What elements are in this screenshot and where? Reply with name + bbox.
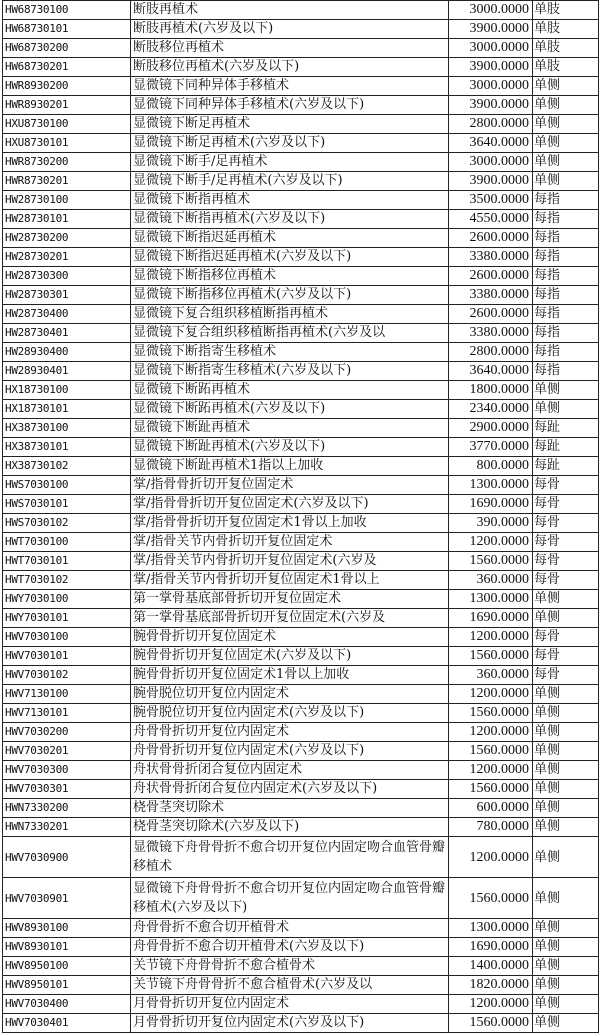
item-code-cell: HWV8930100 [3, 919, 131, 938]
item-name-cell: 掌/指骨关节内骨折切开复位固定术1骨以上 [131, 571, 449, 590]
price-cell: 3900.0000 [449, 172, 533, 191]
item-name-cell: 显微镜下断指再植术 [131, 191, 449, 210]
item-code-cell: HWV7030101 [3, 647, 131, 666]
unit-cell: 每指 [533, 248, 599, 267]
price-cell: 1200.0000 [449, 723, 533, 742]
table-row [3, 628, 599, 647]
price-cell: 3380.0000 [449, 248, 533, 267]
table-row [3, 552, 599, 571]
item-code-cell: HWT7030100 [3, 533, 131, 552]
item-name-cell: 显微镜下断手/足再植术 [131, 153, 449, 172]
price-cell: 1200.0000 [449, 533, 533, 552]
table-row [3, 229, 599, 248]
unit-cell: 单侧 [533, 685, 599, 704]
unit-cell: 单侧 [533, 878, 599, 919]
price-cell: 1560.0000 [449, 1014, 533, 1033]
item-name-cell: 显微镜下断指寄生移植术(六岁及以下) [131, 362, 449, 381]
price-cell: 1690.0000 [449, 938, 533, 957]
fee-schedule-body [3, 1, 599, 1033]
item-code-cell: HWV7030102 [3, 666, 131, 685]
item-code-cell: HWV7030901 [3, 878, 131, 919]
item-code-cell: HWN7330200 [3, 799, 131, 818]
item-code-cell: HX38730102 [3, 457, 131, 476]
price-cell: 1800.0000 [449, 381, 533, 400]
unit-cell: 每趾 [533, 438, 599, 457]
item-code-cell: HWV7030400 [3, 995, 131, 1014]
item-code-cell: HW28730401 [3, 324, 131, 343]
price-cell: 1200.0000 [449, 685, 533, 704]
item-name-cell: 显微镜下断趾再植术 [131, 419, 449, 438]
item-name-cell: 腕骨骨折切开复位固定术1骨以上加收 [131, 666, 449, 685]
unit-cell: 单侧 [533, 780, 599, 799]
price-cell: 2800.0000 [449, 343, 533, 362]
price-cell: 1560.0000 [449, 647, 533, 666]
unit-cell: 每指 [533, 362, 599, 381]
unit-cell: 单肢 [533, 20, 599, 39]
item-name-cell: 掌/指骨骨折切开复位固定术1骨以上加收 [131, 514, 449, 533]
table-row [3, 438, 599, 457]
unit-cell: 每指 [533, 229, 599, 248]
table-row [3, 761, 599, 780]
item-name-cell: 显微镜下断指移位再植术 [131, 267, 449, 286]
item-code-cell: HX18730101 [3, 400, 131, 419]
table-row [3, 381, 599, 400]
item-name-cell: 关节镜下舟骨骨折不愈合植骨术(六岁及以 [131, 976, 449, 995]
item-code-cell: HWS7030102 [3, 514, 131, 533]
item-name-cell: 月骨骨折切开复位内固定术(六岁及以下) [131, 1014, 449, 1033]
unit-cell: 每骨 [533, 647, 599, 666]
price-cell: 3380.0000 [449, 324, 533, 343]
table-row [3, 957, 599, 976]
unit-cell: 单侧 [533, 723, 599, 742]
unit-cell: 单侧 [533, 115, 599, 134]
item-code-cell: HWR8730200 [3, 153, 131, 172]
price-cell: 3000.0000 [449, 153, 533, 172]
unit-cell: 每指 [533, 343, 599, 362]
item-code-cell: HW28730200 [3, 229, 131, 248]
table-row [3, 400, 599, 419]
item-code-cell: HWV7030201 [3, 742, 131, 761]
item-code-cell: HWV8950100 [3, 957, 131, 976]
item-name-cell: 显微镜下断跖再植术 [131, 381, 449, 400]
item-code-cell: HX38730100 [3, 419, 131, 438]
unit-cell: 每指 [533, 210, 599, 229]
price-cell: 600.0000 [449, 799, 533, 818]
item-name-cell: 舟骨骨折不愈合切开植骨术(六岁及以下) [131, 938, 449, 957]
item-code-cell: HWV7030401 [3, 1014, 131, 1033]
table-row [3, 210, 599, 229]
item-code-cell: HW28730101 [3, 210, 131, 229]
table-row [3, 837, 599, 878]
unit-cell: 每指 [533, 305, 599, 324]
price-cell: 3000.0000 [449, 39, 533, 58]
item-name-cell: 显微镜下复合组织移植断指再植术 [131, 305, 449, 324]
item-name-cell: 显微镜下断指迟延再植术 [131, 229, 449, 248]
item-name-cell: 显微镜下断足再植术(六岁及以下) [131, 134, 449, 153]
item-code-cell: HWV7130100 [3, 685, 131, 704]
price-cell: 2900.0000 [449, 419, 533, 438]
unit-cell: 单侧 [533, 938, 599, 957]
unit-cell: 单侧 [533, 837, 599, 878]
table-row [3, 685, 599, 704]
item-name-cell: 显微镜下断趾再植术(六岁及以下) [131, 438, 449, 457]
item-code-cell: HWT7030102 [3, 571, 131, 590]
table-row [3, 476, 599, 495]
unit-cell: 单肢 [533, 58, 599, 77]
unit-cell: 每趾 [533, 419, 599, 438]
item-code-cell: HWR8930200 [3, 77, 131, 96]
table-row [3, 799, 599, 818]
price-cell: 2340.0000 [449, 400, 533, 419]
item-code-cell: HX18730100 [3, 381, 131, 400]
price-cell: 1560.0000 [449, 780, 533, 799]
item-name-cell: 掌/指骨骨折切开复位固定术(六岁及以下) [131, 495, 449, 514]
item-code-cell: HWV7030301 [3, 780, 131, 799]
unit-cell: 每指 [533, 191, 599, 210]
item-code-cell: HW28730300 [3, 267, 131, 286]
price-cell: 360.0000 [449, 571, 533, 590]
price-cell: 3900.0000 [449, 20, 533, 39]
table-row [3, 514, 599, 533]
unit-cell: 单侧 [533, 976, 599, 995]
unit-cell: 单侧 [533, 153, 599, 172]
table-row [3, 976, 599, 995]
unit-cell: 每指 [533, 267, 599, 286]
item-name-cell: 显微镜下断趾再植术1指以上加收 [131, 457, 449, 476]
price-cell: 3500.0000 [449, 191, 533, 210]
item-code-cell: HW68730100 [3, 1, 131, 20]
item-name-cell: 显微镜下断指移位再植术(六岁及以下) [131, 286, 449, 305]
table-row [3, 938, 599, 957]
price-cell: 1300.0000 [449, 590, 533, 609]
item-code-cell: HW68730101 [3, 20, 131, 39]
item-name-cell: 断肢移位再植术(六岁及以下) [131, 58, 449, 77]
table-row [3, 1, 599, 20]
item-name-cell: 舟状骨骨折闭合复位内固定术 [131, 761, 449, 780]
item-name-cell: 舟骨骨折切开复位内固定术(六岁及以下) [131, 742, 449, 761]
table-row [3, 742, 599, 761]
item-code-cell: HXU8730100 [3, 115, 131, 134]
unit-cell: 单肢 [533, 1, 599, 20]
item-code-cell: HWR8730201 [3, 172, 131, 191]
item-name-cell: 显微镜下复合组织移植断指再植术(六岁及以 [131, 324, 449, 343]
unit-cell: 单侧 [533, 761, 599, 780]
unit-cell: 单侧 [533, 400, 599, 419]
item-name-cell: 掌/指骨关节内骨折切开复位固定术(六岁及 [131, 552, 449, 571]
item-name-cell: 桡骨茎突切除术(六岁及以下) [131, 818, 449, 837]
item-code-cell: HWV8930101 [3, 938, 131, 957]
price-cell: 390.0000 [449, 514, 533, 533]
fee-schedule-table [2, 0, 599, 1033]
item-name-cell: 腕骨骨折切开复位固定术 [131, 628, 449, 647]
item-name-cell: 关节镜下舟骨骨折不愈合植骨术 [131, 957, 449, 976]
price-cell: 3770.0000 [449, 438, 533, 457]
item-name-cell: 断肢移位再植术 [131, 39, 449, 58]
table-row [3, 305, 599, 324]
item-name-cell: 显微镜下舟骨骨折不愈合切开复位内固定吻合血管骨瓣移植术 [131, 837, 449, 878]
price-cell: 3900.0000 [449, 96, 533, 115]
item-code-cell: HWY7030100 [3, 590, 131, 609]
price-cell: 2800.0000 [449, 115, 533, 134]
table-row [3, 571, 599, 590]
item-name-cell: 断肢再植术 [131, 1, 449, 20]
price-cell: 3000.0000 [449, 1, 533, 20]
unit-cell: 每指 [533, 286, 599, 305]
item-name-cell: 腕骨骨折切开复位固定术(六岁及以下) [131, 647, 449, 666]
table-row [3, 647, 599, 666]
price-cell: 1300.0000 [449, 919, 533, 938]
item-code-cell: HWS7030100 [3, 476, 131, 495]
item-code-cell: HWV7030100 [3, 628, 131, 647]
item-code-cell: HWV7130101 [3, 704, 131, 723]
unit-cell: 单侧 [533, 957, 599, 976]
price-cell: 4550.0000 [449, 210, 533, 229]
item-name-cell: 断肢再植术(六岁及以下) [131, 20, 449, 39]
item-name-cell: 第一掌骨基底部骨折切开复位固定术 [131, 590, 449, 609]
price-cell: 1560.0000 [449, 552, 533, 571]
table-row [3, 457, 599, 476]
unit-cell: 单侧 [533, 704, 599, 723]
table-row [3, 704, 599, 723]
item-name-cell: 掌/指骨骨折切开复位固定术 [131, 476, 449, 495]
unit-cell: 单侧 [533, 609, 599, 628]
table-row [3, 58, 599, 77]
unit-cell: 单侧 [533, 96, 599, 115]
item-code-cell: HW28930401 [3, 362, 131, 381]
table-row [3, 818, 599, 837]
price-cell: 3380.0000 [449, 286, 533, 305]
price-cell: 3640.0000 [449, 134, 533, 153]
item-name-cell: 第一掌骨基底部骨折切开复位固定术(六岁及 [131, 609, 449, 628]
unit-cell: 每骨 [533, 514, 599, 533]
price-cell: 1560.0000 [449, 878, 533, 919]
unit-cell: 每骨 [533, 552, 599, 571]
item-name-cell: 显微镜下断手/足再植术(六岁及以下) [131, 172, 449, 191]
unit-cell: 单侧 [533, 590, 599, 609]
item-name-cell: 腕骨脱位切开复位内固定术 [131, 685, 449, 704]
table-row [3, 134, 599, 153]
item-code-cell: HW28730301 [3, 286, 131, 305]
item-code-cell: HWN7330201 [3, 818, 131, 837]
unit-cell: 每骨 [533, 666, 599, 685]
price-cell: 1690.0000 [449, 495, 533, 514]
table-row [3, 1014, 599, 1033]
unit-cell: 单侧 [533, 1014, 599, 1033]
unit-cell: 单侧 [533, 742, 599, 761]
table-row [3, 324, 599, 343]
table-row [3, 153, 599, 172]
table-row [3, 419, 599, 438]
table-row [3, 248, 599, 267]
table-row [3, 77, 599, 96]
item-name-cell: 舟骨骨折不愈合切开植骨术 [131, 919, 449, 938]
item-name-cell: 显微镜下同种异体手移植术 [131, 77, 449, 96]
item-name-cell: 显微镜下断指寄生移植术 [131, 343, 449, 362]
unit-cell: 单侧 [533, 799, 599, 818]
table-row [3, 172, 599, 191]
item-name-cell: 月骨骨折切开复位内固定术 [131, 995, 449, 1014]
table-row [3, 919, 599, 938]
unit-cell: 单肢 [533, 39, 599, 58]
item-code-cell: HW68730200 [3, 39, 131, 58]
item-name-cell: 桡骨茎突切除术 [131, 799, 449, 818]
unit-cell: 每骨 [533, 628, 599, 647]
price-cell: 1820.0000 [449, 976, 533, 995]
unit-cell: 每趾 [533, 457, 599, 476]
item-code-cell: HWV7030200 [3, 723, 131, 742]
item-code-cell: HW28730100 [3, 191, 131, 210]
item-name-cell: 舟骨骨折切开复位内固定术 [131, 723, 449, 742]
item-code-cell: HW28730400 [3, 305, 131, 324]
item-name-cell: 显微镜下断指再植术(六岁及以下) [131, 210, 449, 229]
item-code-cell: HW68730201 [3, 58, 131, 77]
table-row [3, 495, 599, 514]
item-name-cell: 显微镜下断跖再植术(六岁及以下) [131, 400, 449, 419]
price-cell: 1200.0000 [449, 761, 533, 780]
price-cell: 1560.0000 [449, 742, 533, 761]
unit-cell: 每骨 [533, 533, 599, 552]
item-code-cell: HWY7030101 [3, 609, 131, 628]
table-row [3, 362, 599, 381]
item-name-cell: 显微镜下同种异体手移植术(六岁及以下) [131, 96, 449, 115]
price-cell: 1300.0000 [449, 476, 533, 495]
item-code-cell: HWS7030101 [3, 495, 131, 514]
unit-cell: 每骨 [533, 495, 599, 514]
item-name-cell: 腕骨脱位切开复位内固定术(六岁及以下) [131, 704, 449, 723]
table-row [3, 267, 599, 286]
unit-cell: 单侧 [533, 919, 599, 938]
price-cell: 2600.0000 [449, 267, 533, 286]
item-name-cell: 掌/指骨关节内骨折切开复位固定术 [131, 533, 449, 552]
price-cell: 3900.0000 [449, 58, 533, 77]
table-row [3, 723, 599, 742]
unit-cell: 单侧 [533, 134, 599, 153]
price-cell: 1400.0000 [449, 957, 533, 976]
price-cell: 3640.0000 [449, 362, 533, 381]
table-row [3, 115, 599, 134]
item-code-cell: HW28730201 [3, 248, 131, 267]
unit-cell: 每骨 [533, 476, 599, 495]
table-row [3, 780, 599, 799]
unit-cell: 单侧 [533, 77, 599, 96]
price-cell: 360.0000 [449, 666, 533, 685]
price-cell: 800.0000 [449, 457, 533, 476]
price-cell: 1690.0000 [449, 609, 533, 628]
unit-cell: 每骨 [533, 571, 599, 590]
unit-cell: 单侧 [533, 995, 599, 1014]
unit-cell: 单侧 [533, 818, 599, 837]
table-row [3, 286, 599, 305]
price-cell: 1560.0000 [449, 704, 533, 723]
item-name-cell: 舟状骨骨折闭合复位内固定术(六岁及以下) [131, 780, 449, 799]
item-code-cell: HWT7030101 [3, 552, 131, 571]
table-row [3, 191, 599, 210]
item-code-cell: HWV7030900 [3, 837, 131, 878]
unit-cell: 单侧 [533, 381, 599, 400]
price-cell: 1200.0000 [449, 837, 533, 878]
item-code-cell: HWV8950101 [3, 976, 131, 995]
table-row [3, 20, 599, 39]
table-row [3, 533, 599, 552]
price-cell: 3000.0000 [449, 77, 533, 96]
table-row [3, 96, 599, 115]
price-cell: 780.0000 [449, 818, 533, 837]
unit-cell: 每指 [533, 324, 599, 343]
table-row [3, 39, 599, 58]
item-name-cell: 显微镜下断指迟延再植术(六岁及以下) [131, 248, 449, 267]
item-code-cell: HW28930400 [3, 343, 131, 362]
item-name-cell: 显微镜下舟骨骨折不愈合切开复位内固定吻合血管骨瓣移植术(六岁及以下) [131, 878, 449, 919]
unit-cell: 单侧 [533, 172, 599, 191]
price-cell: 1200.0000 [449, 628, 533, 647]
table-row [3, 590, 599, 609]
table-row [3, 878, 599, 919]
table-row [3, 666, 599, 685]
table-row [3, 995, 599, 1014]
item-code-cell: HWR8930201 [3, 96, 131, 115]
table-row [3, 343, 599, 362]
item-code-cell: HWV7030300 [3, 761, 131, 780]
item-code-cell: HXU8730101 [3, 134, 131, 153]
item-code-cell: HX38730101 [3, 438, 131, 457]
table-row [3, 609, 599, 628]
price-cell: 2600.0000 [449, 229, 533, 248]
price-cell: 2600.0000 [449, 305, 533, 324]
price-cell: 1200.0000 [449, 995, 533, 1014]
item-name-cell: 显微镜下断足再植术 [131, 115, 449, 134]
